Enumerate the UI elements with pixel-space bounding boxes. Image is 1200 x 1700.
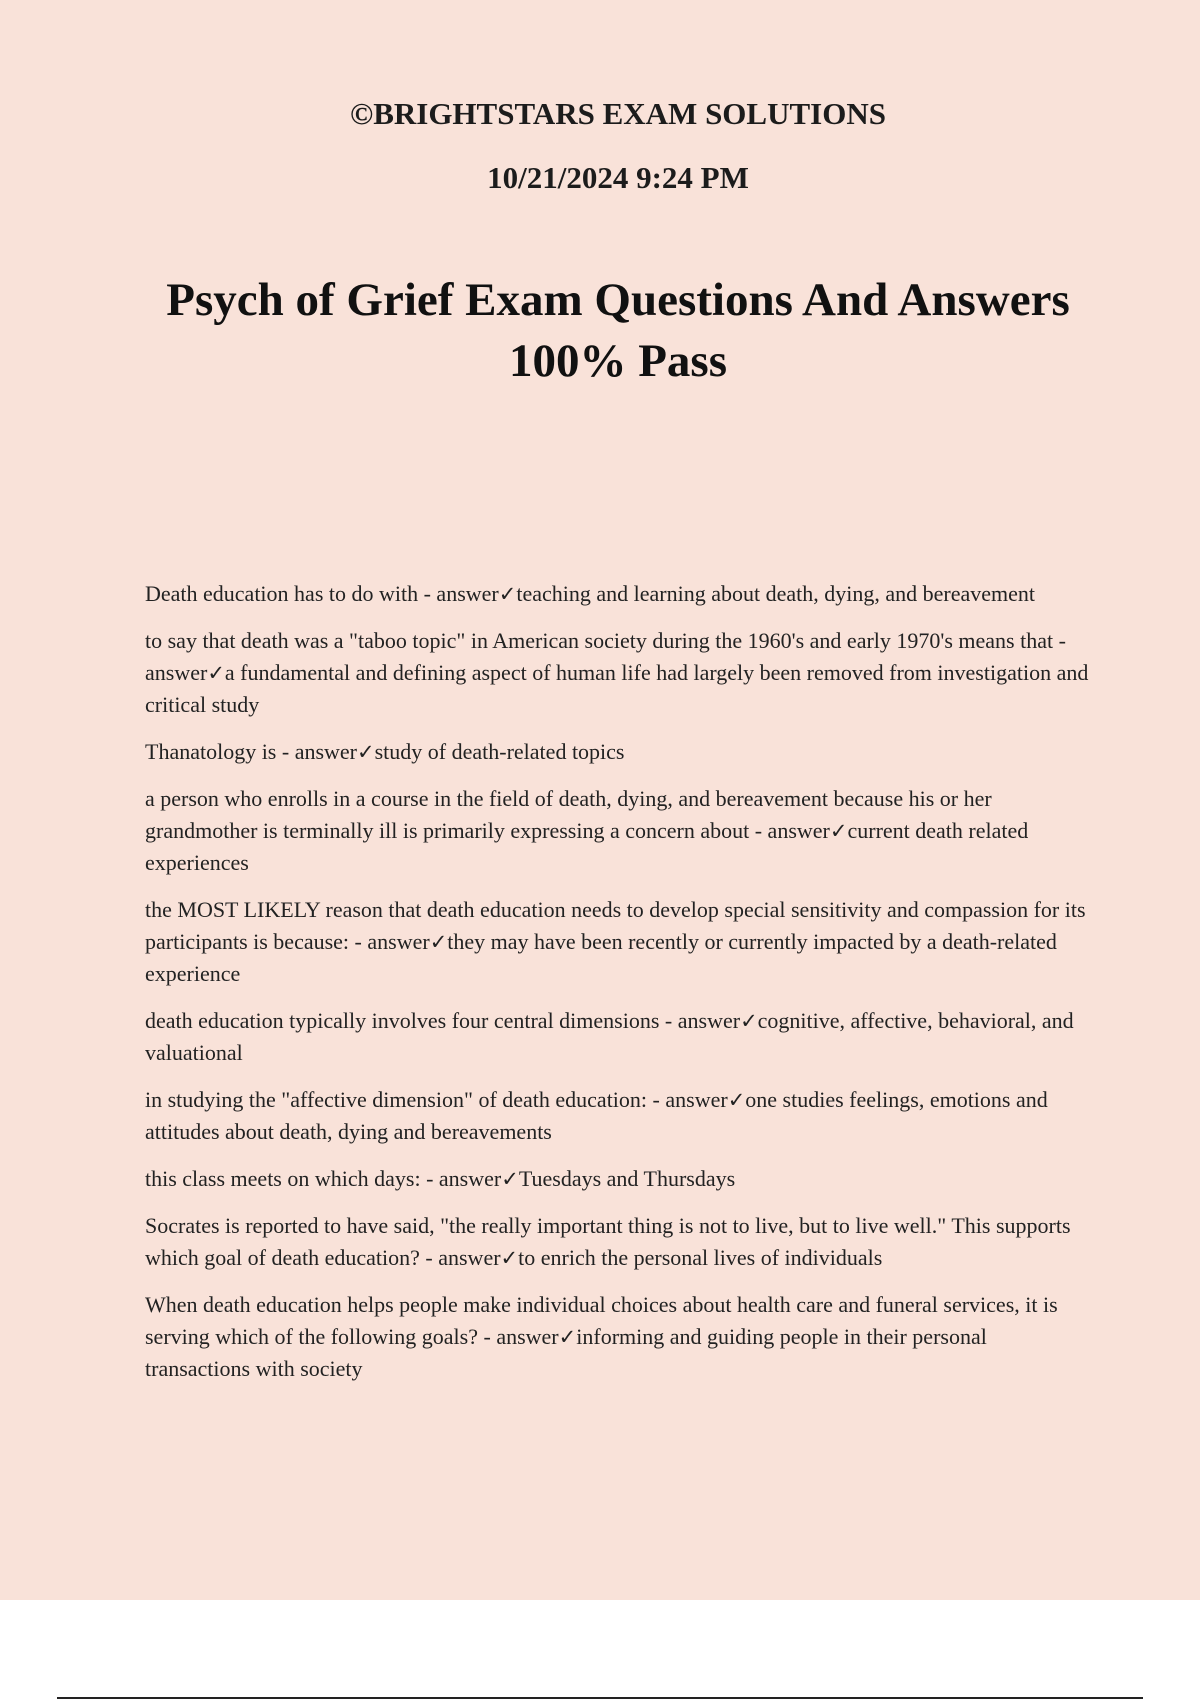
checkmark-icon: ✓ bbox=[727, 1088, 746, 1112]
checkmark-icon: ✓ bbox=[740, 1009, 758, 1033]
qa-item bbox=[145, 625, 1090, 721]
answer-text: Tuesdays and Thursdays bbox=[518, 1166, 736, 1191]
checkmark-icon: ✓ bbox=[829, 819, 848, 843]
answer-marker: - answer bbox=[276, 739, 358, 764]
page-title-line-1: Psych of Grief Exam Questions And Answers bbox=[166, 274, 1070, 326]
question-text: a person who enrolls in a course in the field of death, dying, and bereavement because his or her grandmother is terminally ill is primarily expressing a concern about bbox=[145, 786, 992, 843]
checkmark-icon: ✓ bbox=[498, 582, 517, 606]
qa-item bbox=[145, 1210, 1090, 1274]
answer-marker: - answer bbox=[659, 1008, 741, 1033]
brand-header: ©BRIGHTSTARS EXAM SOLUTIONS bbox=[350, 96, 886, 131]
answer-text: one studies feelings, emotions and attitudes about death, dying and bereavements bbox=[145, 1087, 1048, 1144]
qa-item bbox=[145, 1163, 1090, 1195]
answer-marker: - answer bbox=[478, 1324, 559, 1349]
answer-text: informing and guiding people in their personal transactions with society bbox=[145, 1324, 987, 1381]
question-text: Thanatology is bbox=[145, 739, 277, 764]
answer-text: study of death-related topics bbox=[374, 739, 625, 764]
qa-list bbox=[145, 578, 1090, 1400]
qa-item bbox=[145, 578, 1090, 610]
question-text: When death education helps people make individual choices about health care and funeral services, it is serving which of the following goals? bbox=[145, 1292, 1058, 1349]
qa-item bbox=[145, 1084, 1090, 1148]
answer-marker: - answer bbox=[749, 818, 830, 843]
checkmark-icon: ✓ bbox=[429, 930, 448, 954]
document-date: 10/21/2024 9:24 PM bbox=[487, 160, 749, 195]
qa-item bbox=[145, 1289, 1090, 1385]
checkmark-icon: ✓ bbox=[501, 1167, 519, 1191]
qa-item bbox=[145, 1005, 1090, 1069]
answer-marker: - answer bbox=[349, 929, 430, 954]
answer-marker: - answer bbox=[420, 1166, 502, 1191]
qa-item bbox=[145, 783, 1090, 879]
footer-divider bbox=[57, 1697, 1143, 1699]
question-text: in studying the "affective dimension" of death education: bbox=[145, 1087, 648, 1112]
question-text: Socrates is reported to have said, "the really important thing is not to live, but to live well." This supports which goal of death education? bbox=[145, 1213, 1071, 1270]
answer-marker: - answer bbox=[145, 628, 1066, 685]
checkmark-icon: ✓ bbox=[357, 740, 375, 764]
question-text: Death education has to do with bbox=[145, 581, 419, 606]
checkmark-icon: ✓ bbox=[558, 1325, 577, 1349]
answer-text: teaching and learning about death, dying, and bereavement bbox=[516, 581, 1035, 606]
answer-text: cognitive, affective, behavioral, and valuational bbox=[145, 1008, 1074, 1065]
qa-item bbox=[145, 736, 1090, 768]
page-footer bbox=[0, 1600, 1200, 1700]
qa-item bbox=[145, 894, 1090, 990]
answer-marker: - answer bbox=[418, 581, 499, 606]
question-text: the MOST LIKELY reason that death education needs to develop special sensitivity and compassion for its participants is because: bbox=[145, 897, 1086, 954]
page-title-line-2: 100% Pass bbox=[508, 335, 728, 387]
checkmark-icon: ✓ bbox=[207, 661, 225, 685]
checkmark-icon: ✓ bbox=[500, 1246, 519, 1270]
answer-text: a fundamental and defining aspect of human life had largely been removed from investigation and critical study bbox=[145, 660, 1089, 717]
question-text: death education typically involves four central dimensions bbox=[145, 1008, 660, 1033]
answer-marker: - answer bbox=[419, 1245, 501, 1270]
answer-text: they may have been recently or currently impacted by a death-related experience bbox=[145, 929, 1057, 986]
answer-text: current death related experiences bbox=[145, 818, 1029, 875]
question-text: this class meets on which days: bbox=[145, 1166, 421, 1191]
page-title bbox=[0, 270, 1200, 392]
answer-text: to enrich the personal lives of individuals bbox=[518, 1245, 883, 1270]
question-text: to say that death was a "taboo topic" in American society during the 1960's and early 1970's means that bbox=[145, 628, 1054, 653]
answer-marker: - answer bbox=[647, 1087, 728, 1112]
